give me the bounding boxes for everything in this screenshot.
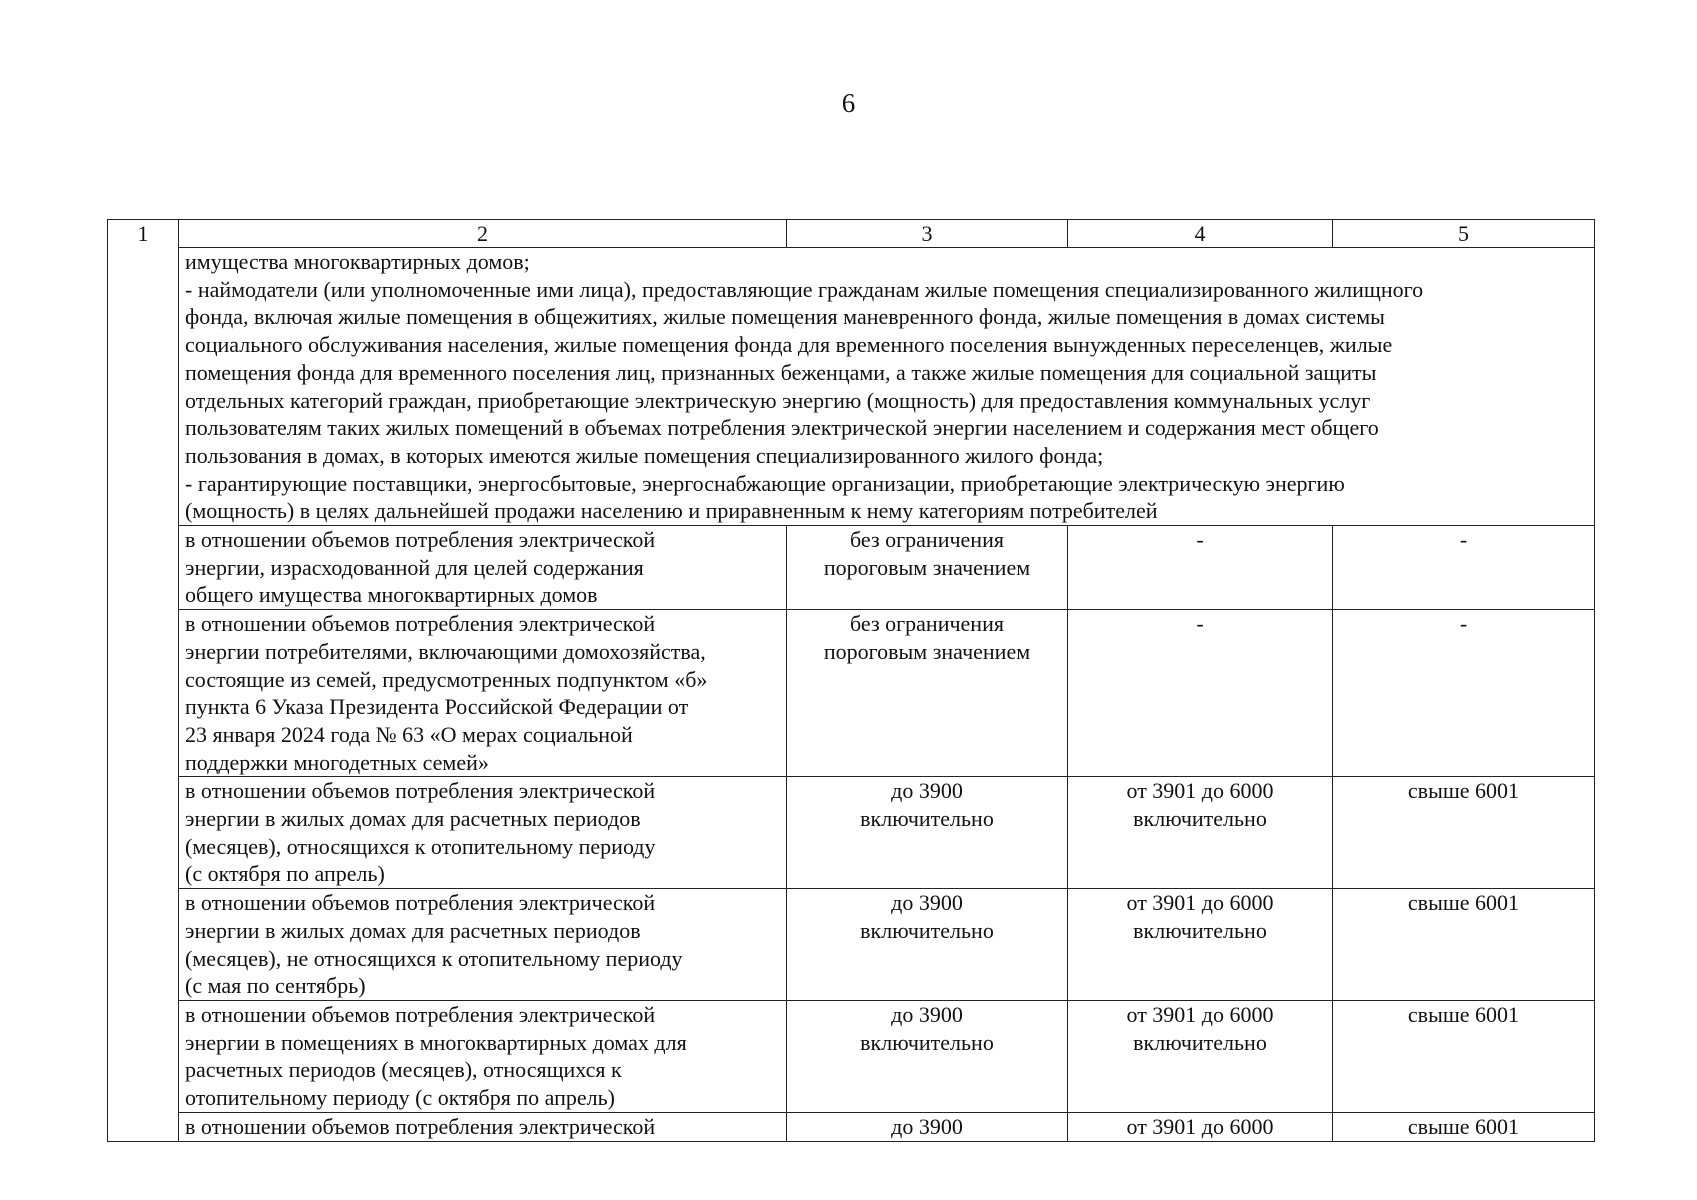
threshold-cell-5 (1333, 526, 1595, 610)
cell-line: свыше 6001 (1407, 1113, 1520, 1139)
threshold-cell-4 (1068, 1000, 1333, 1112)
description-cell (179, 610, 787, 777)
cell-line: - (1459, 611, 1468, 637)
threshold-cell-3 (787, 777, 1068, 889)
cell-line: - (1196, 527, 1204, 553)
intro-text-cell (179, 248, 1595, 526)
cell-line: до 3900 (891, 1113, 963, 1139)
table-row (108, 526, 1595, 610)
cell-line: (с мая по сентябрь) (185, 973, 366, 999)
cell-line: отопительному периоду (с октября по апрель) (185, 1085, 615, 1111)
cell-line: поддержки многодетных семей» (185, 749, 489, 775)
cell-line: свыше 6001 (1407, 890, 1520, 916)
table-row (108, 1000, 1595, 1112)
threshold-cell-4 (1068, 526, 1333, 610)
intro-line: отдельных категорий граждан, приобретающие электрическую энергию (мощность) для предоставления коммунальных услуг (185, 387, 1371, 413)
header-cell-5: 5 (1333, 220, 1595, 248)
description-cell (179, 1000, 787, 1112)
cell-line: энергии в жилых домах для расчетных периодов (185, 806, 641, 832)
cell-line: - (1196, 611, 1204, 637)
threshold-cell-3 (787, 610, 1068, 777)
threshold-cell-3 (787, 526, 1068, 610)
cell-line: от 3901 до 6000 (1126, 890, 1274, 916)
cell-line: в отношении объемов потребления электрической (185, 890, 656, 916)
table-row (108, 889, 1595, 1001)
cell-line: от 3901 до 6000 (1126, 1001, 1274, 1027)
intro-line: помещения фонда для временного поселения лиц, признанных беженцами, а также жилые помещения для социальной защиты (185, 359, 1377, 385)
cell-line: до 3900 (891, 778, 963, 804)
cell-line: в отношении объемов потребления электрической (185, 611, 656, 637)
tariff-table (107, 219, 1595, 1142)
threshold-cell-5 (1333, 1112, 1595, 1141)
description-cell (179, 889, 787, 1001)
table-row (108, 777, 1595, 889)
threshold-cell-5 (1333, 1000, 1595, 1112)
row-number-cell (108, 526, 179, 610)
table-header-row (108, 220, 1595, 248)
threshold-cell-5 (1333, 889, 1595, 1001)
threshold-cell-4 (1068, 610, 1333, 777)
cell-line: энергии, израсходованной для целей содержания (185, 554, 644, 580)
row-number-cell (108, 248, 179, 526)
threshold-cell-5 (1333, 777, 1595, 889)
threshold-cell-4 (1068, 889, 1333, 1001)
cell-line: в отношении объемов потребления электрической (185, 1001, 656, 1027)
cell-line: до 3900 (891, 890, 963, 916)
row-number-cell (108, 610, 179, 777)
cell-line: свыше 6001 (1407, 1001, 1520, 1027)
threshold-cell-3 (787, 889, 1068, 1001)
cell-line: до 3900 (891, 1001, 963, 1027)
cell-line: - (1459, 527, 1468, 553)
cell-line: пороговым значением (823, 554, 1031, 580)
threshold-cell-4 (1068, 1112, 1333, 1141)
cell-line: от 3901 до 6000 (1126, 1113, 1274, 1139)
intro-line: - наймодатели (или уполномоченные ими лица), предоставляющие гражданам жилые помещения специализированного жилищного (185, 276, 1424, 302)
description-cell (179, 526, 787, 610)
header-cell-3: 3 (787, 220, 1068, 248)
description-cell (179, 1112, 787, 1141)
table-row (108, 610, 1595, 777)
cell-line: в отношении объемов потребления электрической (185, 527, 656, 553)
cell-line: (месяцев), относящихся к отопительному периоду (185, 833, 656, 859)
header-cell-2: 2 (179, 220, 787, 248)
page-number: 6 (841, 88, 856, 118)
intro-line: имущества многоквартирных домов; (185, 249, 530, 274)
cell-line: включительно (860, 806, 994, 832)
cell-line: без ограничения (850, 527, 1004, 553)
cell-line: (с октября по апрель) (185, 861, 385, 887)
cell-line: в отношении объемов потребления электрической (185, 1113, 656, 1139)
threshold-cell-3 (787, 1112, 1068, 1141)
intro-line: фонда, включая жилые помещения в общежитиях, жилые помещения маневренного фонда, жилые помещения в домах системы (185, 304, 1385, 330)
cell-line: без ограничения (850, 611, 1004, 637)
cell-line: 23 января 2024 года № 63 «О мерах социальной (185, 721, 633, 747)
table-row (108, 1112, 1595, 1141)
row-number-cell (108, 889, 179, 1001)
header-cell-4: 4 (1068, 220, 1333, 248)
cell-line: включительно (1133, 917, 1267, 943)
cell-line: свыше 6001 (1407, 778, 1520, 804)
intro-line: пользователям таких жилых помещений в объемах потребления электрической энергии населением и содержания мест общего (185, 415, 1379, 441)
row-number-cell (108, 1000, 179, 1112)
row-number-cell (108, 777, 179, 889)
cell-line: состоящие из семей, предусмотренных подпунктом «б» (185, 666, 708, 692)
threshold-cell-5 (1333, 610, 1595, 777)
cell-line: расчетных периодов (месяцев), относящихся к (185, 1057, 622, 1083)
intro-line: пользования в домах, в которых имеются жилые помещения специализированного жилого фонда; (185, 442, 1104, 468)
intro-line: социального обслуживания населения, жилые помещения фонда для временного поселения вынужденных переселенцев, жилые (185, 332, 1393, 358)
cell-line: включительно (1133, 806, 1267, 832)
header-cell-1: 1 (108, 220, 179, 248)
intro-line: (мощность) в целях дальнейшей продажи населению и приравненным к нему категориям потребителей (185, 498, 1158, 524)
cell-line: включительно (1133, 1029, 1267, 1055)
cell-line: (месяцев), не относящихся к отопительному периоду (185, 945, 683, 971)
description-cell (179, 777, 787, 889)
cell-line: энергии в помещениях в многоквартирных домах для (185, 1029, 687, 1055)
cell-line: в отношении объемов потребления электрической (185, 778, 656, 804)
cell-line: пункта 6 Указа Президента Российской Федерации от (185, 694, 689, 720)
intro-row (108, 248, 1595, 526)
cell-line: пороговым значением (823, 638, 1031, 664)
cell-line: энергии в жилых домах для расчетных периодов (185, 917, 641, 943)
cell-line: общего имущества многоквартирных домов (185, 582, 598, 608)
cell-line: энергии потребителями, включающими домохозяйства, (185, 638, 706, 664)
intro-line: - гарантирующие поставщики, энергосбытовые, энергоснабжающие организации, приобретающие электрическую энергию (185, 470, 1345, 496)
cell-line: от 3901 до 6000 (1126, 778, 1274, 804)
cell-line: включительно (860, 1029, 994, 1055)
cell-line: включительно (860, 917, 994, 943)
row-number-cell (108, 1112, 179, 1141)
threshold-cell-3 (787, 1000, 1068, 1112)
threshold-cell-4 (1068, 777, 1333, 889)
